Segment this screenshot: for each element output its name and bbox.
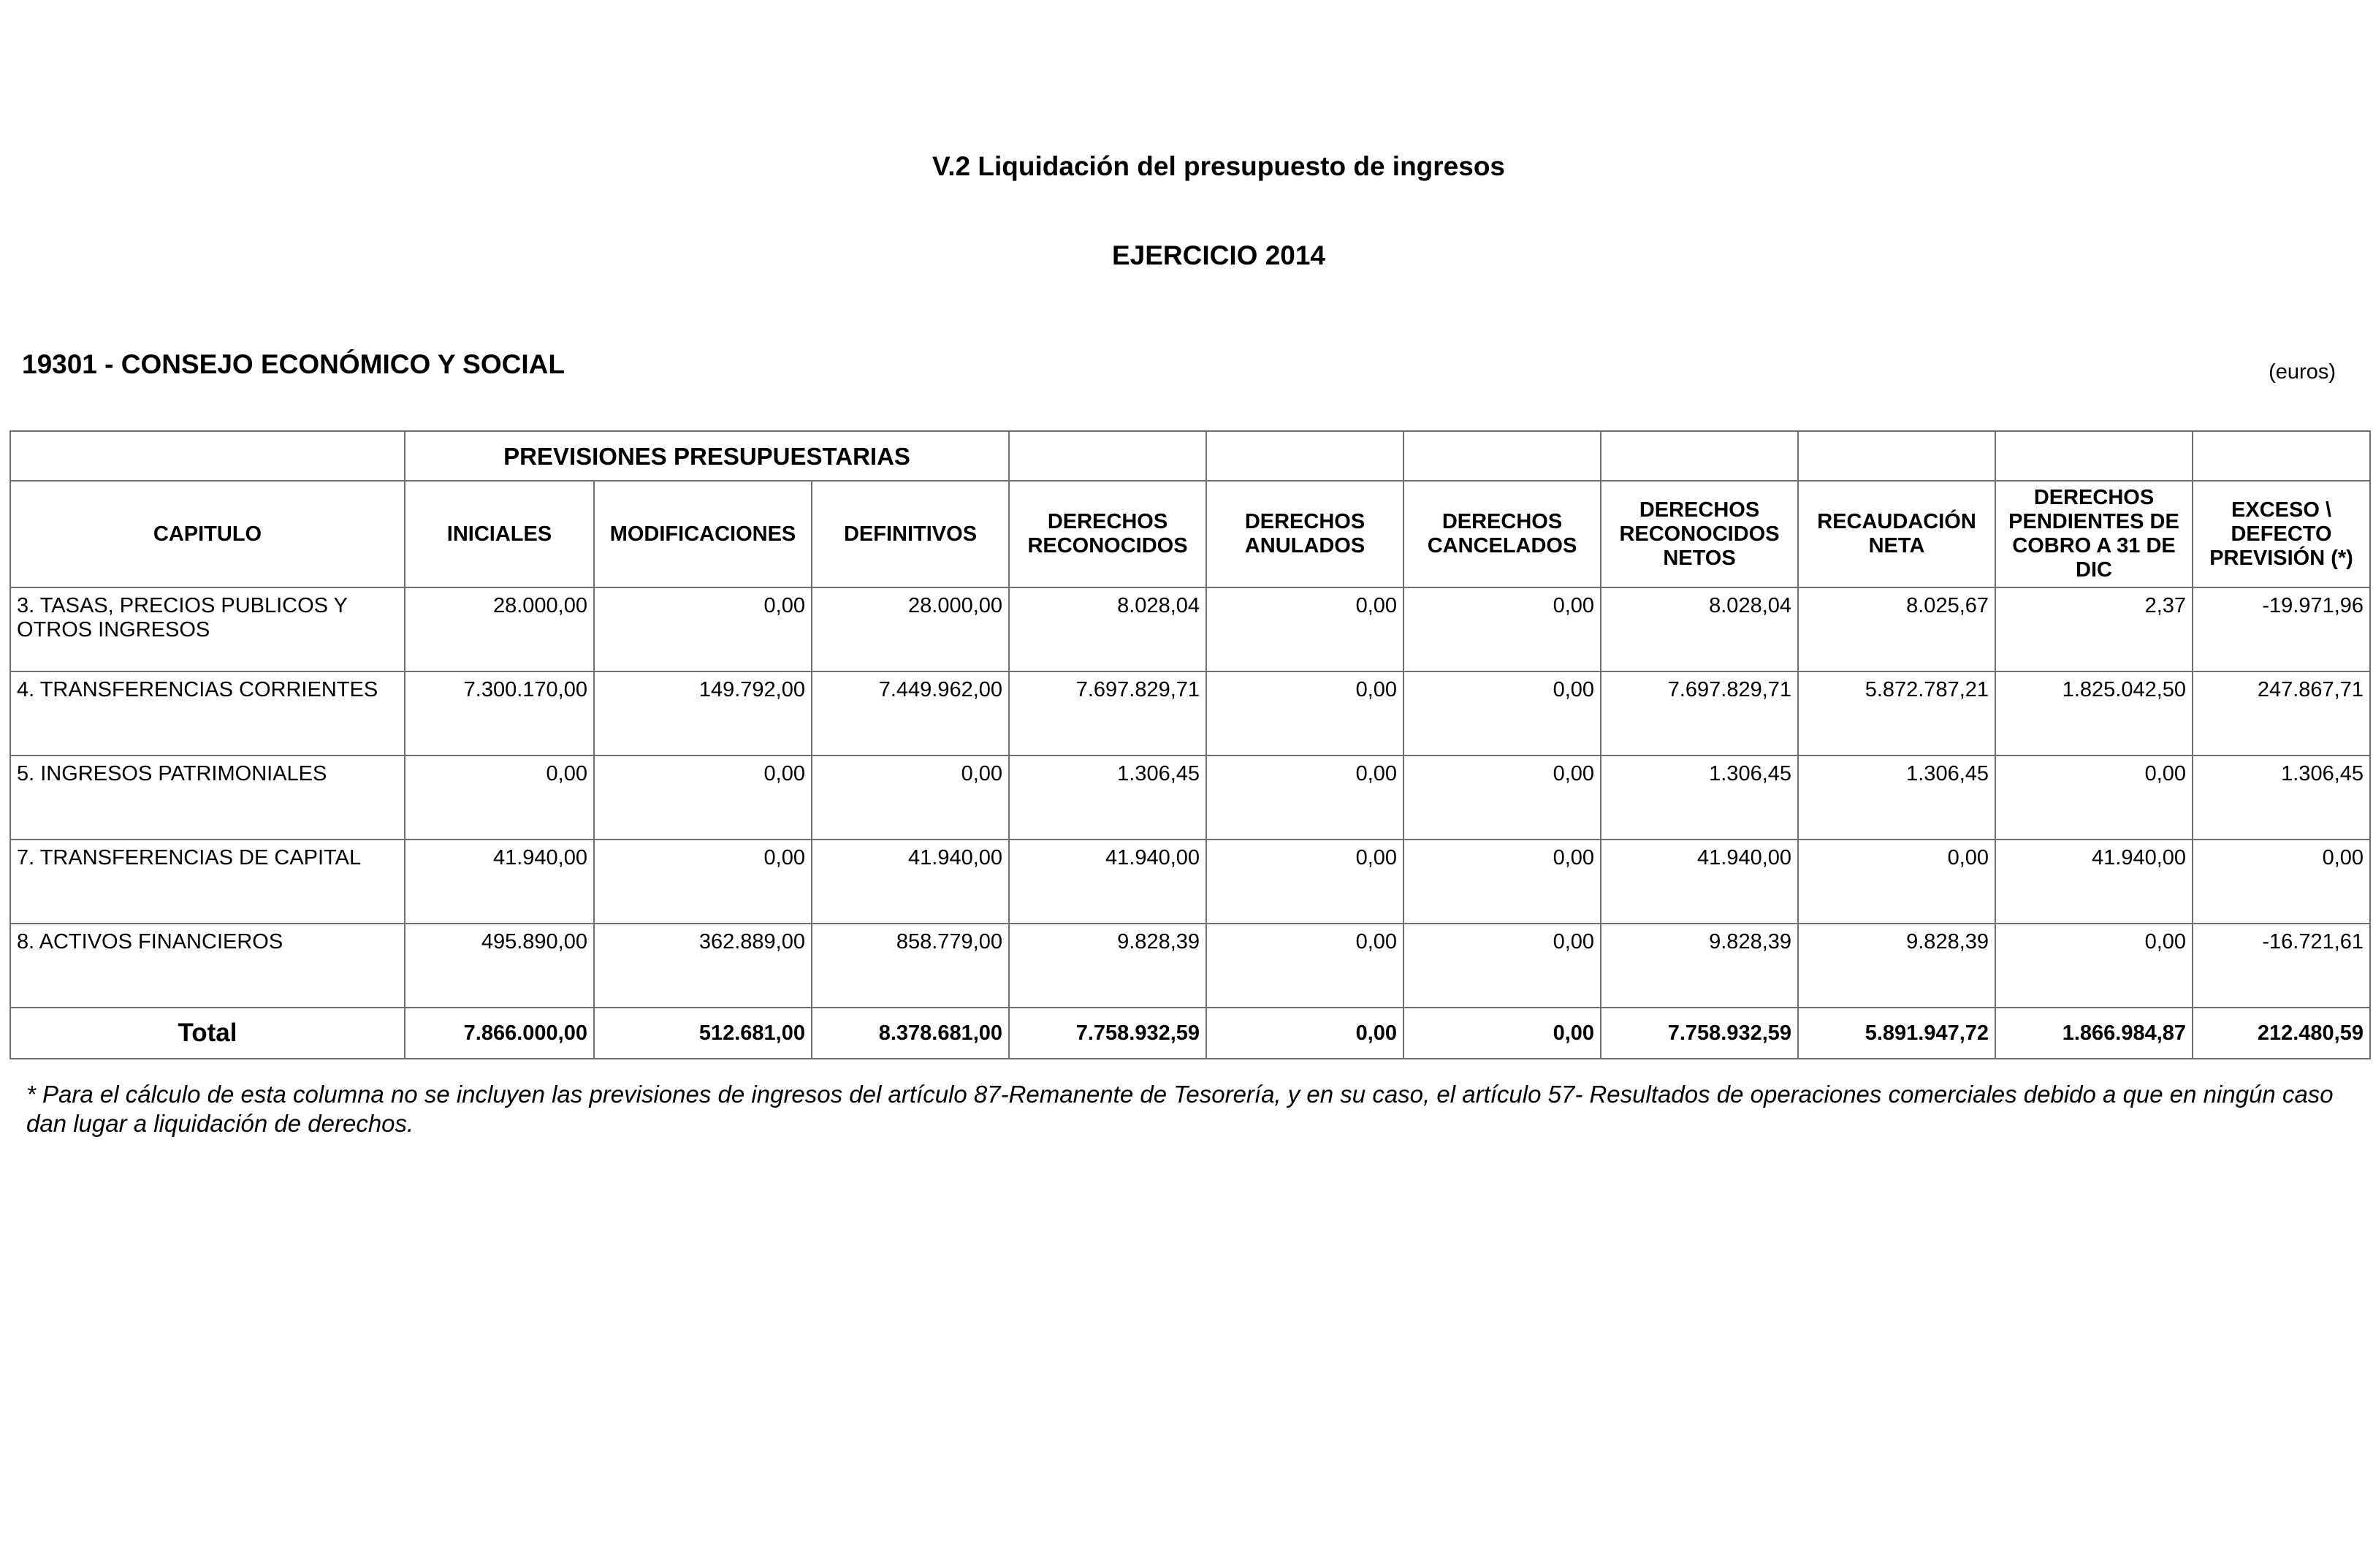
amount-cell: 0,00 [1206,756,1403,840]
budget-table [9,430,2371,1059]
column-header: DERECHOS RECONOCIDOS NETOS [1601,481,1798,587]
amount-cell: 0,00 [405,756,594,840]
amount-cell: 0,00 [1403,924,1601,1008]
amount-cell: 0,00 [1798,840,1995,924]
amount-cell: 8.025,67 [1798,587,1995,671]
column-header: DEFINITIVOS [812,481,1009,587]
amount-cell: 0,00 [1206,840,1403,924]
empty-header-cell [1601,431,1798,481]
chapter-label: 8. ACTIVOS FINANCIEROS [10,924,405,1008]
column-header: INICIALES [405,481,594,587]
amount-cell: 0,00 [1403,671,1601,756]
total-amount-cell: 212.480,59 [2193,1008,2370,1059]
amount-cell: 7.300.170,00 [405,671,594,756]
amount-cell: 9.828,39 [1009,924,1206,1008]
amount-cell: 7.697.829,71 [1009,671,1206,756]
amount-cell: 41.940,00 [1009,840,1206,924]
amount-cell: 0,00 [1206,671,1403,756]
total-amount-cell: 7.758.932,59 [1009,1008,1206,1059]
table-row [10,924,2370,1008]
amount-cell: 149.792,00 [594,671,812,756]
amount-cell: 7.449.962,00 [812,671,1009,756]
amount-cell: 0,00 [812,756,1009,840]
total-amount-cell: 0,00 [1206,1008,1403,1059]
amount-cell: 41.940,00 [1601,840,1798,924]
amount-cell: 5.872.787,21 [1798,671,1995,756]
chapter-label: 7. TRANSFERENCIAS DE CAPITAL [10,840,405,924]
empty-header-cell [1206,431,1403,481]
amount-cell: 28.000,00 [405,587,594,671]
column-header: DERECHOS CANCELADOS [1403,481,1601,587]
document-title: V.2 Liquidación del presupuesto de ingresos [932,151,1506,181]
amount-cell: 0,00 [594,756,812,840]
amount-cell: 41.940,00 [812,840,1009,924]
amount-cell: 0,00 [1206,924,1403,1008]
amount-cell: 8.028,04 [1601,587,1798,671]
table-row [10,756,2370,840]
amount-cell: 0,00 [1206,587,1403,671]
empty-header-cell [1009,431,1206,481]
group-header-row [10,431,2370,481]
amount-cell: -19.971,96 [2193,587,2370,671]
table-body [10,587,2370,1059]
amount-cell: 0,00 [1995,756,2193,840]
chapter-label: 4. TRANSFERENCIAS CORRIENTES [10,671,405,756]
column-header: MODIFICACIONES [594,481,812,587]
amount-cell: 0,00 [1403,756,1601,840]
total-amount-cell: 0,00 [1403,1008,1601,1059]
total-amount-cell: 7.758.932,59 [1601,1008,1798,1059]
amount-cell: 858.779,00 [812,924,1009,1008]
column-header: DERECHOS RECONOCIDOS [1009,481,1206,587]
amount-cell: 495.890,00 [405,924,594,1008]
total-amount-cell: 5.891.947,72 [1798,1008,1995,1059]
column-header-row [10,481,2370,587]
table-row [10,671,2370,756]
column-header: EXCESO \ DEFECTO PREVISIÓN (*) [2193,481,2370,587]
chapter-label: 5. INGRESOS PATRIMONIALES [10,756,405,840]
fiscal-year-label: EJERCICIO 2014 [1111,240,1326,270]
empty-header-cell [2193,431,2370,481]
amount-cell: 9.828,39 [1798,924,1995,1008]
amount-cell: 1.306,45 [1601,756,1798,840]
column-header: CAPITULO [10,481,405,587]
table-row [10,840,2370,924]
amount-cell: 9.828,39 [1601,924,1798,1008]
column-header: RECAUDACIÓN NETA [1798,481,1995,587]
amount-cell: 1.825.042,50 [1995,671,2193,756]
amount-cell: 0,00 [2193,840,2370,924]
amount-cell: 1.306,45 [1798,756,1995,840]
units-label: (euros) [2269,360,2336,384]
total-label: Total [10,1008,405,1059]
empty-header-cell [10,431,405,481]
total-amount-cell: 512.681,00 [594,1008,812,1059]
total-amount-cell: 8.378.681,00 [812,1008,1009,1059]
amount-cell: 41.940,00 [405,840,594,924]
amount-cell: 41.940,00 [1995,840,2193,924]
previsiones-group-header: PREVISIONES PRESUPUESTARIAS [405,431,1009,481]
amount-cell: 0,00 [1403,587,1601,671]
table-row [10,587,2370,671]
entity-name: 19301 - CONSEJO ECONÓMICO Y SOCIAL [22,349,565,379]
amount-cell: 0,00 [594,840,812,924]
amount-cell: 0,00 [594,587,812,671]
column-header: DERECHOS ANULADOS [1206,481,1403,587]
empty-header-cell [1798,431,1995,481]
footnote: * Para el cálculo de esta columna no se incluyen las previsiones de ingresos del artículo 87-Remanente de Tesorería, y en su caso, el artículo 57- Resultados de operaciones comerciales debido a que en ningún caso dan lugar a liquidación de derechos. [26,1081,2334,1137]
amount-cell: 362.889,00 [594,924,812,1008]
amount-cell: 0,00 [1995,924,2193,1008]
amount-cell: 247.867,71 [2193,671,2370,756]
amount-cell: 8.028,04 [1009,587,1206,671]
amount-cell: -16.721,61 [2193,924,2370,1008]
amount-cell: 1.306,45 [1009,756,1206,840]
amount-cell: 7.697.829,71 [1601,671,1798,756]
total-amount-cell: 1.866.984,87 [1995,1008,2193,1059]
chapter-label: 3. TASAS, PRECIOS PUBLICOS Y OTROS INGRESOS [10,587,405,671]
total-amount-cell: 7.866.000,00 [405,1008,594,1059]
empty-header-cell [1403,431,1601,481]
amount-cell: 1.306,45 [2193,756,2370,840]
amount-cell: 28.000,00 [812,587,1009,671]
empty-header-cell [1995,431,2193,481]
amount-cell: 2,37 [1995,587,2193,671]
column-header: DERECHOS PENDIENTES DE COBRO A 31 DE DIC [1995,481,2193,587]
amount-cell: 0,00 [1403,840,1601,924]
total-row [10,1008,2370,1059]
